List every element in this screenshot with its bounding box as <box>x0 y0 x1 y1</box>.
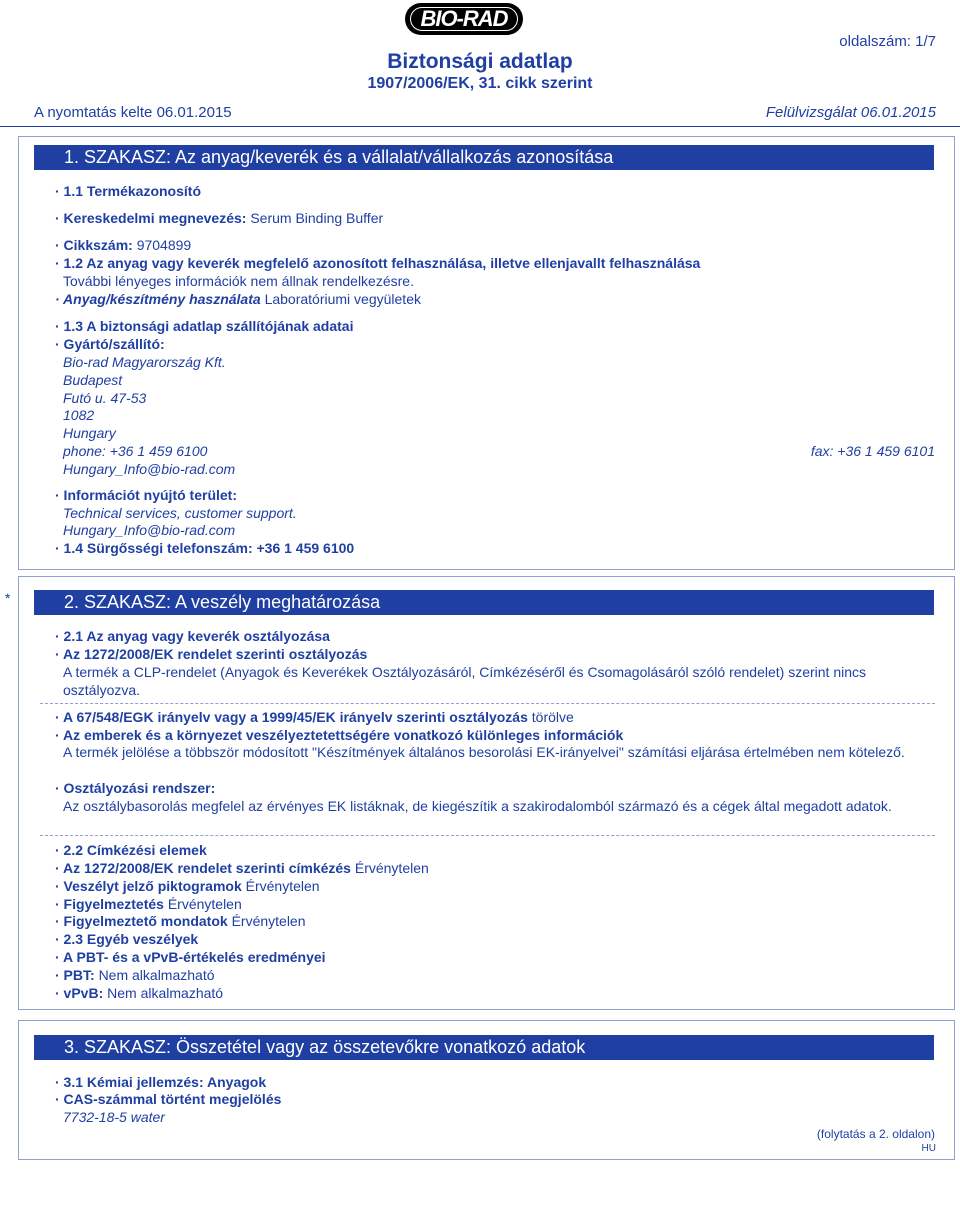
divider-dashed <box>40 835 935 836</box>
trade-name-line <box>55 209 383 227</box>
logo-text: BIO-RAD <box>420 6 508 31</box>
no-further-info: További lényeges információk nem állnak rendelkezésre. <box>63 273 414 289</box>
dsd-classification-value: törölve <box>531 709 574 725</box>
manufacturer-heading: · Gyártó/szállító: <box>55 336 165 352</box>
header-divider <box>0 126 960 127</box>
identified-uses-heading: · 1.2 Az anyag vagy keverék megfelelő azonosított felhasználása, illetve ellenjavallt felhasználása <box>55 255 701 271</box>
pictograms-value: Érvénytelen <box>245 878 320 894</box>
clp-classification-text: A termék a CLP-rendelet (Anyagok és Keverékek Osztályozásáról, Címkézéséről és Csomagolásáról szóló rendelet) szerint nincs osztályozva. <box>63 664 867 698</box>
other-hazards-heading: · 2.3 Egyéb veszélyek <box>55 931 199 947</box>
print-date: A nyomtatás kelte 06.01.2015 <box>34 104 232 121</box>
clp-labelling-value: Érvénytelen <box>354 860 429 876</box>
information-area-text: Technical services, customer support. <box>63 505 297 521</box>
section-1-title: 1. SZAKASZ: Az anyag/keverék és a vállalat/vállalkozás azonosítása <box>34 145 934 170</box>
document-title: Biztonsági adatlap <box>387 50 573 73</box>
chemical-characterization-heading: · 3.1 Kémiai jellemzés: Anyagok <box>55 1074 267 1090</box>
vpvb-value: Nem alkalmazható <box>107 985 224 1001</box>
continued-note: (folytatás a 2. oldalon) <box>816 1127 935 1141</box>
pbt-label: · PBT: <box>55 967 95 983</box>
classification-system-heading: · Osztályozási rendszer: <box>55 780 216 796</box>
trade-name-value: Serum Binding Buffer <box>250 210 384 226</box>
emergency-phone: · 1.4 Sürgősségi telefonszám: +36 1 459 6100 <box>55 540 355 556</box>
address-street: Futó u. 47-53 <box>63 390 147 406</box>
address-country: Hungary <box>63 425 116 441</box>
cas-designation-heading: · CAS-számmal történt megjelölés <box>55 1091 282 1107</box>
pictograms-line <box>55 877 320 895</box>
pbt-line <box>55 966 215 984</box>
classification-system-text: Az osztálybasorolás megfelel az érvényes EK listáknak, de kiegészítik a szakirodalomból származó és a cégek által megadott adatok. <box>63 798 892 814</box>
language-code: HU <box>921 1143 936 1154</box>
pbt-vpvb-heading: · A PBT- és a vPvB-értékelés eredményei <box>55 949 326 965</box>
document-subtitle: 1907/2006/EK, 31. cikk szerint <box>367 75 593 92</box>
dsd-classification-line <box>55 708 574 726</box>
address-city: Budapest <box>63 372 123 388</box>
address-postcode: 1082 <box>63 407 95 423</box>
signal-word-label: · Figyelmeztetés <box>55 896 164 912</box>
page-number: oldalszám: 1/7 <box>839 33 936 50</box>
trade-name-label: · Kereskedelmi megnevezés: <box>55 210 247 226</box>
pictograms-label: · Veszélyt jelző piktogramok <box>55 878 242 894</box>
dsd-classification-label: · A 67/548/EGK irányelv vagy a 1999/45/EK irányelv szerinti osztályozás <box>55 709 528 725</box>
vpvb-label: · vPvB: <box>55 985 104 1001</box>
article-number-line <box>55 236 191 254</box>
divider-dashed <box>40 703 935 704</box>
phone-number: phone: +36 1 459 6100 <box>63 443 208 459</box>
information-area-email: Hungary_Info@bio-rad.com <box>63 522 236 538</box>
vpvb-line <box>55 984 223 1002</box>
hazard-statements-line <box>55 912 306 930</box>
clp-labelling-label: · Az 1272/2008/EK rendelet szerinti címkézés <box>55 860 351 876</box>
section-2-title: 2. SZAKASZ: A veszély meghatározása <box>34 590 934 615</box>
clp-classification-heading: · Az 1272/2008/EK rendelet szerinti osztályozás <box>55 646 368 662</box>
substance-use-label: · Anyag/készítmény használata <box>55 291 261 307</box>
revision-date: Felülvizsgálat 06.01.2015 <box>765 104 936 121</box>
supplier-details-heading: · 1.3 A biztonsági adatlap szállítójának adatai <box>55 318 354 334</box>
revision-marker: * <box>5 590 11 606</box>
pbt-value: Nem alkalmazható <box>98 967 215 983</box>
hazard-statements-value: Érvénytelen <box>231 913 306 929</box>
fax-number: fax: +36 1 459 6101 <box>810 443 935 459</box>
article-number-value: 9704899 <box>136 237 192 253</box>
signal-word-value: Érvénytelen <box>167 896 242 912</box>
section-3-title: 3. SZAKASZ: Összetétel vagy az összetevőkre vonatkozó adatok <box>34 1035 934 1060</box>
article-number-label: · Cikkszám: <box>55 237 133 253</box>
substance-use-line <box>55 290 421 308</box>
hazard-statements-label: · Figyelmeztető mondatok <box>55 913 228 929</box>
cas-entry: 7732-18-5 water <box>63 1109 165 1125</box>
bio-rad-logo <box>405 3 523 35</box>
product-identifier-heading: · 1.1 Termékazonosító <box>55 183 202 199</box>
special-hazards-text: A termék jelölése a többször módosított "Készítmények általános besorolási EK-irányelvei" számítási eljárása értelmében nem kötelező. <box>63 744 905 760</box>
clp-labelling-line <box>55 859 429 877</box>
address-company: Bio-rad Magyarország Kft. <box>63 354 226 370</box>
email-address: Hungary_Info@bio-rad.com <box>63 461 236 477</box>
information-area-heading: · Információt nyújtó terület: <box>55 487 237 503</box>
classification-heading: · 2.1 Az anyag vagy keverék osztályozása <box>55 628 330 644</box>
label-elements-heading: · 2.2 Címkézési elemek <box>55 842 207 858</box>
substance-use-value: Laboratóriumi vegyületek <box>264 291 421 307</box>
signal-word-line <box>55 895 242 913</box>
special-hazards-heading: · Az emberek és a környezet veszélyeztetettségére vonatkozó különleges információk <box>55 727 624 743</box>
